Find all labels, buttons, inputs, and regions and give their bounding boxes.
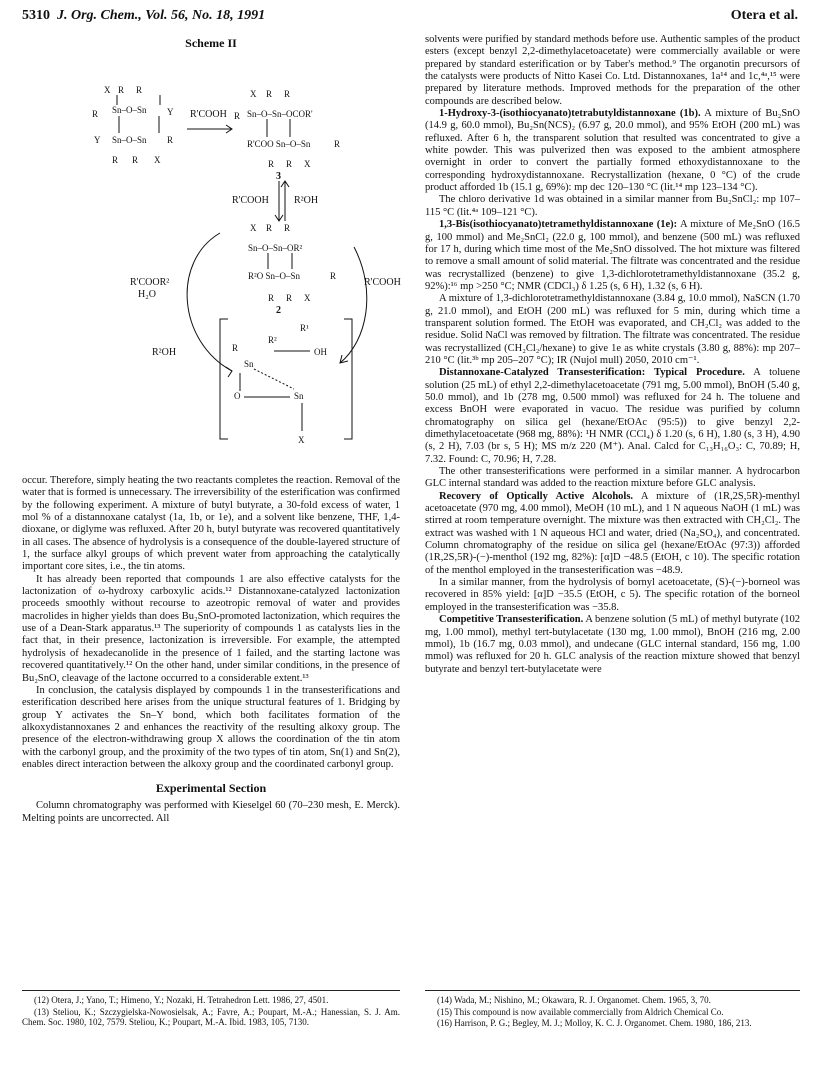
running-head: Otera et al. — [730, 8, 798, 23]
reagent-mid-label: R'COOH — [232, 195, 269, 206]
left-column — [22, 34, 400, 825]
run-in-head-1e: 1,3-Bis(isothiocyanato)tetramethyldistannoxane (1e): — [439, 219, 678, 231]
right-column — [425, 34, 800, 676]
right-paragraph-10-body: A benzene solution (5 mL) of methyl butyrate (102 mg, 1.00 mmol), methyl tert-butylacetate (130 mg, 1.00 mmol), BnOH (216 mg, 2.00 mmol), 1b (16.7 mg, 0.03 mmol), and undecane (GLC internal standard, 156 mg, 1.00 mmol) was refluxed for 20 h. GLC analysis of the reaction mixture showed that benzyl butyrate and benzyl tert-butylacetate were — [425, 614, 801, 675]
journal-citation: J. Org. Chem., Vol. 56, No. 18, 1991 — [57, 8, 266, 23]
right-paragraph-5: A mixture of 1,3-dichlorotetramethyldistannoxane (3.84 g, 10.0 mmol), NaSCN (1.70 g, 21.0 mmol), and EtOH (200 mL) was refluxed for 5 min, during which time a transparent solution formed. The EtOH was evaporated, and CH₂Cl₂ was added to the residue. Solid NaCl was removed by filtration. The filtrate was concentrated. The residue was recrystallized (CH₂Cl₂/hexane) to give 1e as white crystals (3.80 g, 88%): mp 207–210 °C (lit.³ᵇ mp 205–207 °C); IR (Nujol mull) 2050, 2010 cm⁻¹. — [425, 293, 800, 366]
run-in-head-competitive: Competitive Transesterification. — [439, 614, 584, 626]
svg-text:R: R — [118, 85, 125, 95]
svg-text:X: X — [104, 85, 111, 95]
compound-2-label: 2 — [276, 305, 281, 316]
compound-3-label: 3 — [276, 171, 281, 182]
svg-text:X: X — [250, 89, 257, 99]
svg-text:X: X — [304, 293, 311, 303]
right-paragraph-8 — [425, 491, 800, 577]
svg-text:X: X — [304, 159, 311, 169]
svg-text:Y: Y — [94, 135, 101, 145]
left-paragraph-4: Column chromatography was performed with Kieselgel 60 (70–230 mesh, E. Merck). Melting points are uncorrected. All — [22, 800, 400, 824]
svg-text:R: R — [136, 85, 143, 95]
svg-text:Sn: Sn — [244, 359, 254, 369]
svg-text:R²: R² — [268, 335, 277, 345]
svg-text:R: R — [92, 109, 99, 119]
experimental-section-title: Experimental Section — [155, 781, 267, 796]
svg-text:Y: Y — [167, 107, 174, 117]
svg-text:Sn–O–Sn–OCOR': Sn–O–Sn–OCOR' — [247, 109, 313, 119]
svg-text:R: R — [266, 89, 273, 99]
svg-text:R: R — [330, 271, 337, 281]
footnote-rule-left — [22, 990, 400, 991]
right-paragraph-7: The other transesterifications were performed in a similar manner. A hydrocarbon GLC internal standard was added to the reaction mixture before GLC analysis. — [425, 466, 800, 490]
footnote-rule-right — [425, 990, 800, 991]
svg-text:R: R — [266, 223, 273, 233]
svg-text:OH: OH — [314, 347, 327, 357]
footnote-12: (12) Otera, J.; Yano, T.; Himeno, Y.; Nozaki, H. Tetrahedron Lett. 1986, 27, 4501. — [34, 995, 329, 1005]
left-ester-label: R'COOR² — [130, 277, 170, 288]
right-paragraph-6 — [425, 367, 800, 466]
svg-text:R¹: R¹ — [300, 323, 309, 333]
right-paragraph-4 — [425, 219, 800, 293]
structure-2 — [248, 223, 336, 303]
svg-text:R²O Sn–O–Sn: R²O Sn–O–Sn — [248, 271, 300, 281]
svg-text:R'COO Sn–O–Sn: R'COO Sn–O–Sn — [247, 139, 311, 149]
left-paragraph-3: In conclusion, the catalysis displayed by compounds 1 in the transesterifications and esterification described here arises from the unique structural features of 1. Bridging by group Y activates the Sn–Y bond, which both facilitates formation of the alkoxydistannoxanes 2 and enhances the reactivity of the resulting alkoxy group. The presence of the electron-withdrawing group X allows the coordination of the tin atom with the carbonyl group, and the proximity of the two types of tin atom, Sn(1) and Sn(2), enables direct interaction between the alkoxy group and the coordinated carbonyl group. — [22, 684, 400, 770]
right-paragraph-3: The chloro derivative 1d was obtained in a similar manner from Bu₂SnCl₂: mp 107–115 °C (lit.⁴ᵃ 109–121 °C). — [425, 194, 800, 218]
svg-text:R: R — [132, 155, 139, 165]
reagent-right-label: R'COOH — [364, 277, 401, 288]
left-paragraph-2: It has already been reported that compounds 1 are also effective catalysts for the lactonization of ω-hydroxy carboxylic acids.¹² Distannoxane-catalyzed lactonization proceeds smoothly without recourse to azeotropic removal of water and provides macrolides in higher yields than does Bu₂SnO-promoted lactonization, which requires the use of a Dean-Stark apparatus.¹³ The superiority of compounds 1 as catalysts lies in the fact that, in their presence, lactonization is irreversible. For example, the attempted hydrolysis of hexadecanolide in the presence of 1 failed, and the starting lactone was recovered quantitatively.¹² On the other hand, under similar conditions, in the presence of Bu₂SnO, cleavage of the lactone occurred to a considerable extent.¹³ — [22, 573, 400, 684]
page-number: 5310 — [22, 8, 50, 23]
left-paragraph-1: occur. Therefore, simply heating the two reactants completes the reaction. Removal of the water that is formed is unnecessary. The irreversibility of the esterification was confirmed by the following experiment. A mixture of butyl butyrate, a 30-fold excess of water, 1 mol % of a distannoxane catalyst (1a, 1b, or 1e), and a solvent like benzene, THF, 1,4-dioxane, or diglyme was refluxed. After 20 h, butyl butyrate was recovered quantitatively in all cases. The absence of hydrolysis is a consequence of the double-layered structure of 1, the surface alkyl groups of which prevent water from approaching the catalytically important core sites, i.e., the tin atoms. — [22, 475, 400, 573]
footnote-13: (13) Steliou, K.; Szczygielska-Nowosielsak, A.; Favre, A.; Poupart, M.-A.; Hanessian, S. J. Am. Chem. Soc. 1980, 102, 7579. Steliou, K.; Poupart, M.-A. Ibid. 1983, 105, 7130. — [22, 1006, 400, 1028]
structure-1 — [92, 85, 174, 165]
svg-text:R: R — [286, 293, 293, 303]
svg-text:R: R — [286, 159, 293, 169]
svg-text:R: R — [284, 223, 291, 233]
footnote-14: (14) Wada, M.; Nishino, M.; Okawara, R. J. Organomet. Chem. 1965, 3, 70. — [437, 995, 711, 1005]
scheme-figure — [22, 51, 400, 475]
svg-text:R: R — [232, 343, 239, 353]
reagent-mid2-label: R²OH — [294, 195, 319, 206]
run-in-head-procedure: Distannoxane-Catalyzed Transesterification: Typical Procedure. — [439, 367, 745, 379]
svg-text:Sn–O–Sn–OR²: Sn–O–Sn–OR² — [248, 243, 303, 253]
page-header — [22, 8, 798, 28]
right-paragraph-10 — [425, 614, 800, 676]
svg-text:Sn: Sn — [294, 391, 304, 401]
right-paragraph-8-body: A mixture of (1R,2S,5R)-menthyl acetoacetate (970 mg, 4.00 mmol), MeOH (10 mL), and 1 N aqueous NaOH (1 mL) was stirred at room temperature overnight. The mixture was then extracted with CH₂Cl₂. The extract was washed with 1 N aqueous HCl and water, dried (Na₂SO₄), and concentrated. Column chromatography of the residue on silica gel (hexane/EtOAc (97:3)) afforded (1R,2S,5R)-(−)-menthol (192 mg, 82%): [α]D −48.5 (EtOH, c 10). The specific rotation of the menthol employed in the transesterification was −48.9. — [425, 490, 800, 576]
footnote-16: (16) Harrison, P. G.; Begley, M. J.; Molloy, K. C. J. Organomet. Chem. 1980, 186, 213. — [437, 1018, 752, 1029]
svg-text:R: R — [284, 89, 291, 99]
left-water-label: H₂O — [138, 289, 156, 300]
right-paragraph-6-body: A toluene solution (25 mL) of ethyl 2,2-dimethylacetoacetate (791 mg, 5.00 mmol), BnOH (5.40 g, 50.0 mmol), and 1b (278 mg, 0.500 mmol) was refluxed for 24 h. The toluene and excess BnOH were evaporated in vacuo. The residue was purified by column chromatography on silica gel (hexane/EtOAc (95:5)) to give benzyl 2,2-dimethylacetoacetate (968 mg, 88%): ¹H NMR (CCl₄) δ 1.20 (s, 6 H), 1.80 (s, 3 H), 4.90 (s, 2 H), 7.03 (br s, 5 H); MS m/z 220 (M⁺). Anal. Calcd for C₁₃H₁₆O₃: C, 70.89; H, 7.32. Found: C, 70.96; H, 7.28. — [425, 367, 801, 465]
svg-text:R: R — [234, 111, 241, 121]
right-paragraph-9: In a similar manner, from the hydrolysis of bornyl acetoacetate, (S)-(−)-borneol was recovered in 85% yield: [α]D −35.5 (EtOH, c 5). The specific rotation of the borneol employed in the transesterification was −35.8. — [425, 577, 800, 613]
svg-text:X: X — [250, 223, 257, 233]
structure-3 — [234, 89, 340, 169]
structure-intermediate — [220, 319, 352, 445]
left-alcohol-label: R²OH — [152, 347, 177, 358]
scheme-title: Scheme II — [185, 36, 237, 50]
svg-text:R: R — [334, 139, 341, 149]
right-paragraph-4-body: A mixture of Me₂SnO (16.5 g, 100 mmol) and Me₂SnCl₂ (22.0 g, 100 mmol), and benzene (500 mL) was refluxed for 17 h, during which time most of the Me₂SnO dissolved. The hot mixture was filtered to remove a small amount of solid material. The filtrate was concentrated and the residue was recrystallized (benzene) to give 1,3-dichlorotetramethyldistannoxane (35.2 g, 92%):¹⁶ mp >250 °C; NMR (CDCl₃) δ 1.25 (s, 6 H), 1.32 (s, 6 H). — [425, 219, 800, 292]
header-left — [22, 8, 265, 24]
footnote-15: (15) This compound is now available commercially from Aldrich Chemical Co. — [437, 1006, 724, 1017]
svg-text:R: R — [268, 293, 275, 303]
svg-text:X: X — [154, 155, 161, 165]
svg-text:O: O — [234, 391, 241, 401]
reagent-top-label: R'COOH — [190, 109, 227, 120]
footnotes-left — [22, 990, 400, 1029]
svg-text:R: R — [167, 135, 174, 145]
right-paragraph-1: solvents were purified by standard methods before use. Authentic samples of the product esters (except benzyl 2,2-dimethylacetoacetate) were commercially available or were prepared by standard esterification or by Taber's method.⁹ The organotin precursors of the catalysts were products of Nitto Kasei Co. Ltd. Distannoxanes, 1a¹⁴ and 1c,⁴ᵃ,¹⁵ were prepared by literature methods. Improved methods for the preparation of the other compounds are described below. — [425, 34, 800, 107]
run-in-head-1b: 1-Hydroxy-3-(isothiocyanato)tetrabutyldistannoxane (1b). — [439, 108, 701, 120]
footnotes-right — [425, 990, 800, 1030]
right-paragraph-2-body: A mixture of Bu₂SnO (14.9 g, 60.0 mmol), Bu₂Sn(NCS)₂ (6.97 g, 20.0 mmol), and 95% EtOH (200 mL) was refluxed. After 6 h, the transparent solution that resulted was concentrated to give a white powder. This was pulverized then was exposed to the ambient atmosphere overnight in order to convert the partially formed ethoxydistannoxane to the corresponding hydroxydistannoxane. Recrystallization (hexane, 0 °C) of the crude product afforded 1b (15.1 g, 69%): mp dec 120–130 °C (lit.¹⁴ mp 123–134 °C). — [425, 108, 800, 194]
svg-text:Sn–O–Sn: Sn–O–Sn — [112, 135, 147, 145]
svg-text:X: X — [298, 435, 305, 445]
svg-text:R: R — [268, 159, 275, 169]
run-in-head-recovery: Recovery of Optically Active Alcohols. — [439, 490, 634, 502]
right-paragraph-2 — [425, 108, 800, 194]
svg-text:R: R — [112, 155, 119, 165]
svg-text:Sn–O–Sn: Sn–O–Sn — [112, 105, 147, 115]
